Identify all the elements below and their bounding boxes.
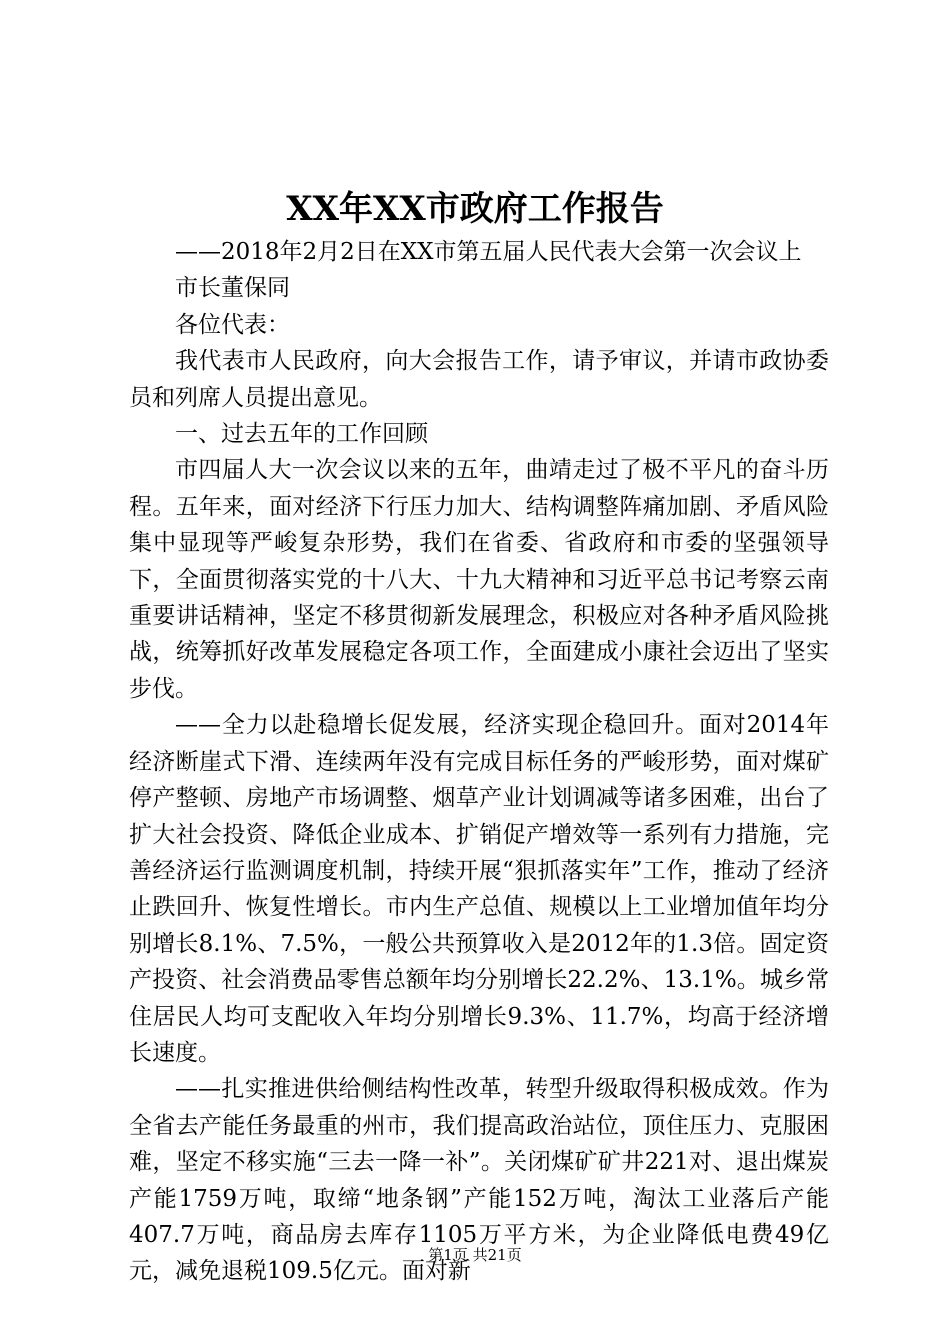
- page-number-footer: 第1页 共21页: [428, 1246, 522, 1264]
- body-paragraph: ——扎实推进供给侧结构性改革，转型升级取得积极成效。作为全省去产能任务最重的州市，我们提高政治站位，顶住压力、克服困难，坚定不移实施“三去一降一补”。关闭煤矿矿井221对、退出煤炭产能1759万吨，取缔“地条钢”产能152万吨，淘汰工业落后产能407.7万吨，商品房去库存1105万平方米，为企业降低电费49亿元，减免退税109.5亿元。面对新: [129, 1076, 829, 1285]
- document-title: XX年XX市政府工作报告: [286, 189, 664, 229]
- salutation: 各位代表：: [175, 311, 290, 338]
- section-heading: 一、过去五年的工作回顾: [175, 421, 428, 448]
- body-paragraph: 我代表市人民政府，向大会报告工作，请予审议，并请市政协委员和列席人员提出意见。: [129, 348, 829, 411]
- body-paragraph: ——全力以赴稳增长促发展，经济实现企稳回升。面对2014年经济断崖式下滑、连续两年没有完成目标任务的严峻形势，面对煤矿停产整顿、房地产市场调整、烟草产业计划调减等诸多困难，出台了扩大社会投资、降低企业成本、扩销促产增效等一系列有力措施，完善经济运行监测调度机制，持续开展“狠抓落实年”工作，推动了经济止跌回升、恢复性增长。市内生产总值、规模以上工业增加值年均分别增长8.1%、7.5%，一般公共预算收入是2012年的1.3倍。固定资产投资、社会消费品零售总额年均分别增长22.2%、13.1%。城乡常住居民人均可支配收入年均分别增长9.3%、11.7%，均高于经济增长速度。: [129, 712, 829, 1066]
- body-paragraph: 市四届人大一次会议以来的五年，曲靖走过了极不平凡的奋斗历程。五年来，面对经济下行压力加大、结构调整阵痛加剧、矛盾风险集中显现等严峻复杂形势，我们在省委、省政府和市委的坚强领导下，全面贯彻落实党的十八大、十九大精神和习近平总书记考察云南重要讲话精神，坚定不移贯彻新发展理念，积极应对各种矛盾风险挑战，统筹抓好改革发展稳定各项工作，全面建成小康社会迈出了坚实步伐。: [129, 457, 829, 702]
- subtitle-line: ——2018年2月2日在XX市第五届人民代表大会第一次会议上: [175, 239, 802, 265]
- speaker-line: 市长董保同: [175, 275, 290, 302]
- document-body: [129, 234, 829, 1290]
